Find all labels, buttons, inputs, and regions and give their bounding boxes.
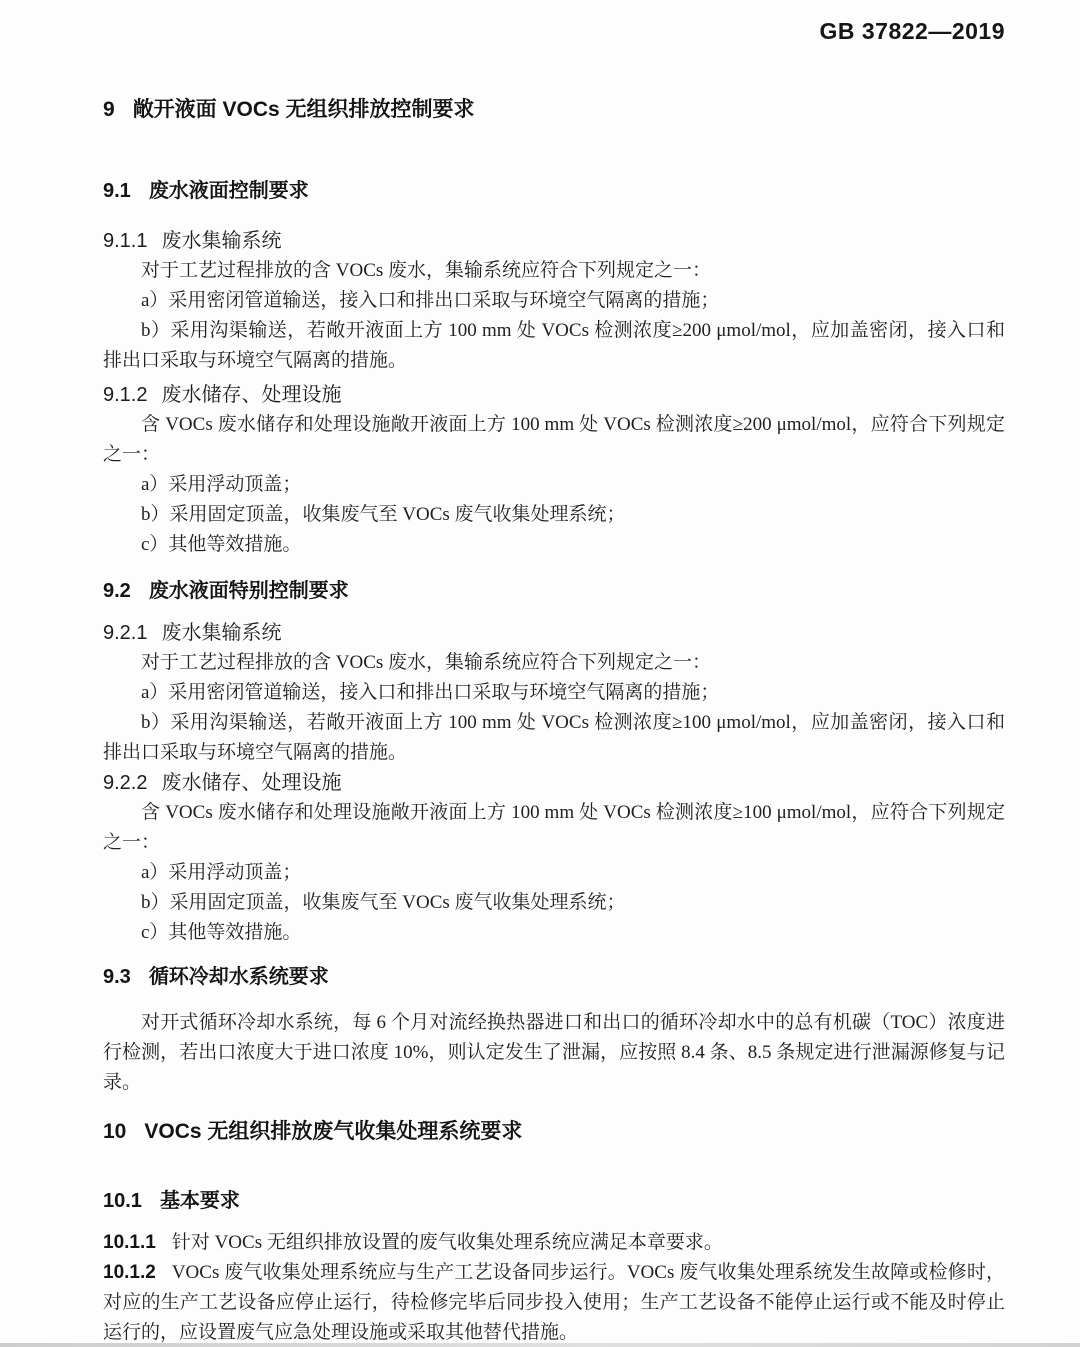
section-10-number: 10 [103,1120,127,1143]
clause-9-1-2-item-a: a）采用浮动顶盖； [141,474,302,495]
clause-9-2-1-title: 废水集输系统 [161,622,282,644]
clause-9-2-2-item-a: a）采用浮动顶盖； [141,862,302,883]
section-9-2-title: 废水液面特别控制要求 [148,580,349,602]
section-9-1-number: 9.1 [103,180,131,202]
section-9-3-title: 循环冷却水系统要求 [148,966,329,988]
clause-10-1-1 [103,1228,1005,1258]
clause-9-1-2-number: 9.1.2 [103,384,148,406]
clause-9-1-1-item-b: b）采用沟渠输送，若敞开液面上方 100 mm 处 VOCs 检测浓度≥200 μmol/mol，应加盖密闭，接入口和排出口采取与环境空气隔离的措施。 [103,320,1005,371]
clause-9-1-1-heading [103,226,1005,256]
clause-10-1-2-text: VOCs 废气收集处理系统应与生产工艺设备同步运行。VOCs 废气收集处理系统发生故障或检修时，对应的生产工艺设备应停止运行，待检修完毕后同步投入使用；生产工艺设备不能停止运行或不能及时停止运行的，应设置废气应急处理设施或采取其他替代措施。 [103,1262,1005,1343]
clause-9-2-1-intro: 对于工艺过程排放的含 VOCs 废水，集输系统应符合下列规定之一： [141,652,712,673]
clause-9-3-body: 对开式循环冷却水系统，每 6 个月对流经换热器进口和出口的循环冷却水中的总有机碳（TOC）浓度进行检测，若出口浓度大于进口浓度 10%，则认定发生了泄漏，应按照 8.4 条、8.5 条规定进行泄漏源修复与记录。 [103,1012,1005,1093]
clause-9-1-1-title: 废水集输系统 [161,230,282,252]
section-9-1-title: 废水液面控制要求 [148,180,309,202]
section-10-heading [103,1116,1005,1148]
section-10-1-heading [103,1186,1005,1216]
section-10-title: VOCs 无组织排放废气收集处理系统要求 [144,1120,523,1143]
section-9-heading [103,94,1005,126]
clause-9-2-2-number: 9.2.2 [103,772,148,794]
clause-10-1-1-text: 针对 VOCs 无组织排放设置的废气收集处理系统应满足本章要求。 [171,1232,723,1253]
section-9-3-number: 9.3 [103,966,131,988]
page-bottom-scan-edge [0,1343,1080,1347]
clause-9-1-1-number: 9.1.1 [103,230,148,252]
clause-9-1-2-intro: 含 VOCs 废水储存和处理设施敞开液面上方 100 mm 处 VOCs 检测浓度≥200 μmol/mol，应符合下列规定之一： [103,414,1005,465]
clause-9-2-1-item-b: b）采用沟渠输送，若敞开液面上方 100 mm 处 VOCs 检测浓度≥100 μmol/mol，应加盖密闭，接入口和排出口采取与环境空气隔离的措施。 [103,712,1005,763]
clause-9-2-1-heading [103,618,1005,648]
section-9-title: 敞开液面 VOCs 无组织排放控制要求 [132,98,475,121]
clause-9-2-2-title: 废水储存、处理设施 [161,772,342,794]
clause-9-2-2-heading [103,768,1005,798]
clause-9-2-2-item-b: b）采用固定顶盖，收集废气至 VOCs 废气收集处理系统； [141,892,626,913]
clause-9-2-1-number: 9.2.1 [103,622,148,644]
section-9-2-number: 9.2 [103,580,131,602]
clause-9-2-2-item-c: c）其他等效措施。 [141,922,302,943]
clause-10-1-2-number: 10.1.2 [103,1262,156,1283]
section-10-1-number: 10.1 [103,1190,142,1212]
clause-9-1-2-item-c: c）其他等效措施。 [141,534,302,555]
standard-number: GB 37822—2019 [819,18,1005,44]
clause-10-1-1-number: 10.1.1 [103,1232,156,1253]
clause-9-1-1-item-a: a）采用密闭管道输送，接入口和排出口采取与环境空气隔离的措施； [141,290,720,311]
section-10-1-title: 基本要求 [159,1190,240,1212]
section-9-number: 9 [103,98,115,121]
section-9-2-heading [103,576,1005,606]
clause-9-2-2-intro: 含 VOCs 废水储存和处理设施敞开液面上方 100 mm 处 VOCs 检测浓度≥100 μmol/mol，应符合下列规定之一： [103,802,1005,853]
clause-10-1-2 [103,1258,1005,1347]
clause-9-2-1-item-a: a）采用密闭管道输送，接入口和排出口采取与环境空气隔离的措施； [141,682,720,703]
section-9-3-heading [103,962,1005,992]
clause-9-1-2-heading [103,380,1005,410]
clause-9-1-2-item-b: b）采用固定顶盖，收集废气至 VOCs 废气收集处理系统； [141,504,626,525]
clause-9-1-1-intro: 对于工艺过程排放的含 VOCs 废水，集输系统应符合下列规定之一： [141,260,712,281]
clause-9-1-2-title: 废水储存、处理设施 [161,384,342,406]
section-9-1-heading [103,176,1005,206]
